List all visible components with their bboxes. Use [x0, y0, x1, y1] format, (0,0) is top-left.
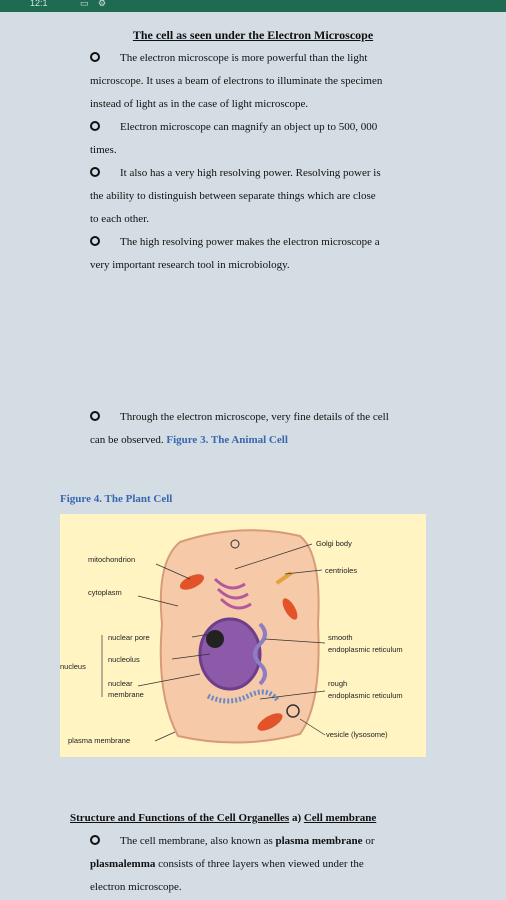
label-rough-er-2: endoplasmic reticulum: [328, 691, 403, 700]
bullet-icon: [90, 121, 100, 131]
label-nuclear-membrane-1: nuclear: [108, 679, 133, 688]
bullet-icon: [90, 236, 100, 246]
bullet-item-5: Through the electron microscope, very fine details of the cell can be observed. Figure 3. The Animal Cell: [90, 411, 389, 446]
bullet-icon: [90, 835, 100, 845]
label-plasma-membrane: plasma membrane: [68, 736, 131, 745]
cell-illustration: [60, 514, 426, 757]
status-time: 12:1: [30, 0, 48, 8]
settings-icon: ⚙: [98, 0, 107, 8]
label-mitochondrion: mitochondrion: [88, 555, 136, 564]
figure4-caption: Figure 4. The Plant Cell: [60, 493, 173, 505]
label-nuclear-membrane-2: membrane: [108, 690, 144, 699]
bullet-item-3: It also has a very high resolving power. Resolving power is the ability to distinguish between separate things which are close to each other.: [90, 167, 381, 225]
bullet-icon: [90, 52, 100, 62]
bullet-item-4: The high resolving power makes the electron microscope a very important research tool in microbiology.: [90, 236, 380, 271]
bullet-icon: [90, 167, 100, 177]
label-vesicle: vesicle (lysosome): [326, 730, 388, 739]
status-bar: [0, 0, 506, 12]
figure3-link[interactable]: Figure 3. The Animal Cell: [166, 434, 288, 446]
label-nucleus: nucleus: [60, 662, 86, 671]
label-centrioles: centrioles: [325, 566, 358, 575]
bullet-icon: [90, 411, 100, 421]
signal-icon: ▭: [80, 0, 89, 8]
section-heading: The cell as seen under the Electron Microscope: [132, 28, 374, 42]
label-smooth-er-1: smooth: [328, 633, 353, 642]
bullet-item-2: Electron microscope can magnify an object up to 500, 000 times.: [90, 121, 378, 156]
plant-cell-diagram: [60, 514, 426, 757]
label-rough-er-1: rough: [328, 679, 348, 688]
label-smooth-er-2: endoplasmic reticulum: [328, 645, 403, 654]
bullet-item-cell-membrane: The cell membrane, also known as plasma membrane or plasmalemma consists of three layers when viewed under the electron microscope.: [90, 835, 375, 893]
organelles-heading: Structure and Functions of the Cell Organelles a) Cell membrane: [70, 812, 377, 824]
nucleolus-shape: [206, 630, 224, 648]
label-cytoplasm: cytoplasm: [88, 588, 122, 597]
label-golgi: Golgi body: [316, 539, 352, 548]
label-nucleolus: nucleolus: [108, 655, 140, 664]
label-nuclear-pore: nuclear pore: [108, 633, 150, 642]
bullet-item-1: The electron microscope is more powerful than the light microscope. It uses a beam of electrons to illuminate the specimen instead of light as in the case of light microscope.: [90, 52, 383, 110]
